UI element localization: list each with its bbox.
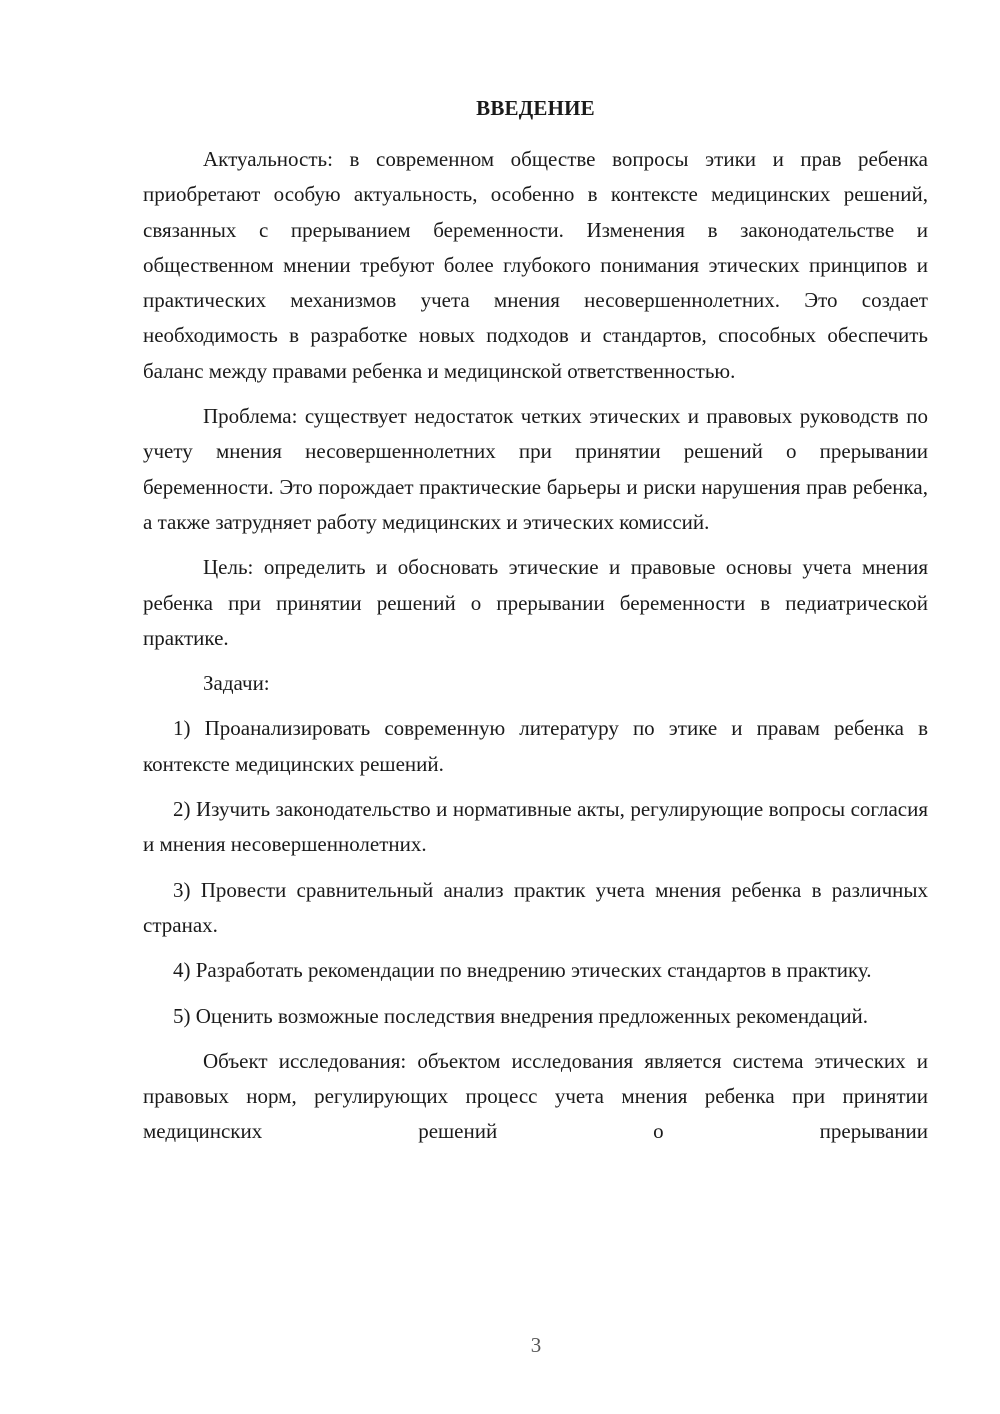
task-item-5: 5) Оценить возможные последствия внедрения предложенных рекомендаций. xyxy=(173,1003,869,1028)
tasks-heading: Задачи: xyxy=(203,671,270,696)
paragraph-relevance: Актуальность: в современном обществе вопросы этики и прав ребенка приобретают особую актуальность, особенно в контексте медицинских решений, связанных с прерыванием беременности. Изменения в законодательстве и общественном мнении требуют более глубокого понимания этических принципов и практических механизмов учета мнения несовершеннолетних. Это создает необходимость в разработке новых подходов и стандартов, способных обеспечить баланс между правами ребенка и медицинской ответственностью. xyxy=(143,147,928,383)
section-title: ВВЕДЕНИЕ xyxy=(476,96,595,120)
paragraph-problem: Проблема: существует недостаток четких этических и правовых руководств по учету мнения несовершеннолетних при принятии решений о прерывании беременности. Это порождает практические барьеры и риски нарушения прав ребенка, а также затрудняет работу медицинских и этических комиссий. xyxy=(143,404,928,534)
task-item-4: 4) Разработать рекомендации по внедрению этических стандартов в практику. xyxy=(173,958,872,983)
paragraph-object: Объект исследования: объектом исследования является система этических и правовых норм, регулирующих процесс учета мнения ребенка при принятии медицинских решений о прерывании xyxy=(143,1048,928,1144)
page-number: 3 xyxy=(530,1333,542,1357)
task-item-2: 2) Изучить законодательство и нормативные акты, регулирующие вопросы согласия и мнения несовершеннолетних. xyxy=(143,797,928,857)
task-item-3: 3) Провести сравнительный анализ практик учета мнения ребенка в различных странах. xyxy=(143,877,928,937)
document-body xyxy=(143,142,928,1160)
task-item-1: 1) Проанализировать современную литературу по этике и правам ребенка в контексте медицинских решений. xyxy=(143,716,928,776)
paragraph-goal: Цель: определить и обосновать этические и правовые основы учета мнения ребенка при принятии решений о прерывании беременности в педиатрической практике. xyxy=(143,555,928,650)
